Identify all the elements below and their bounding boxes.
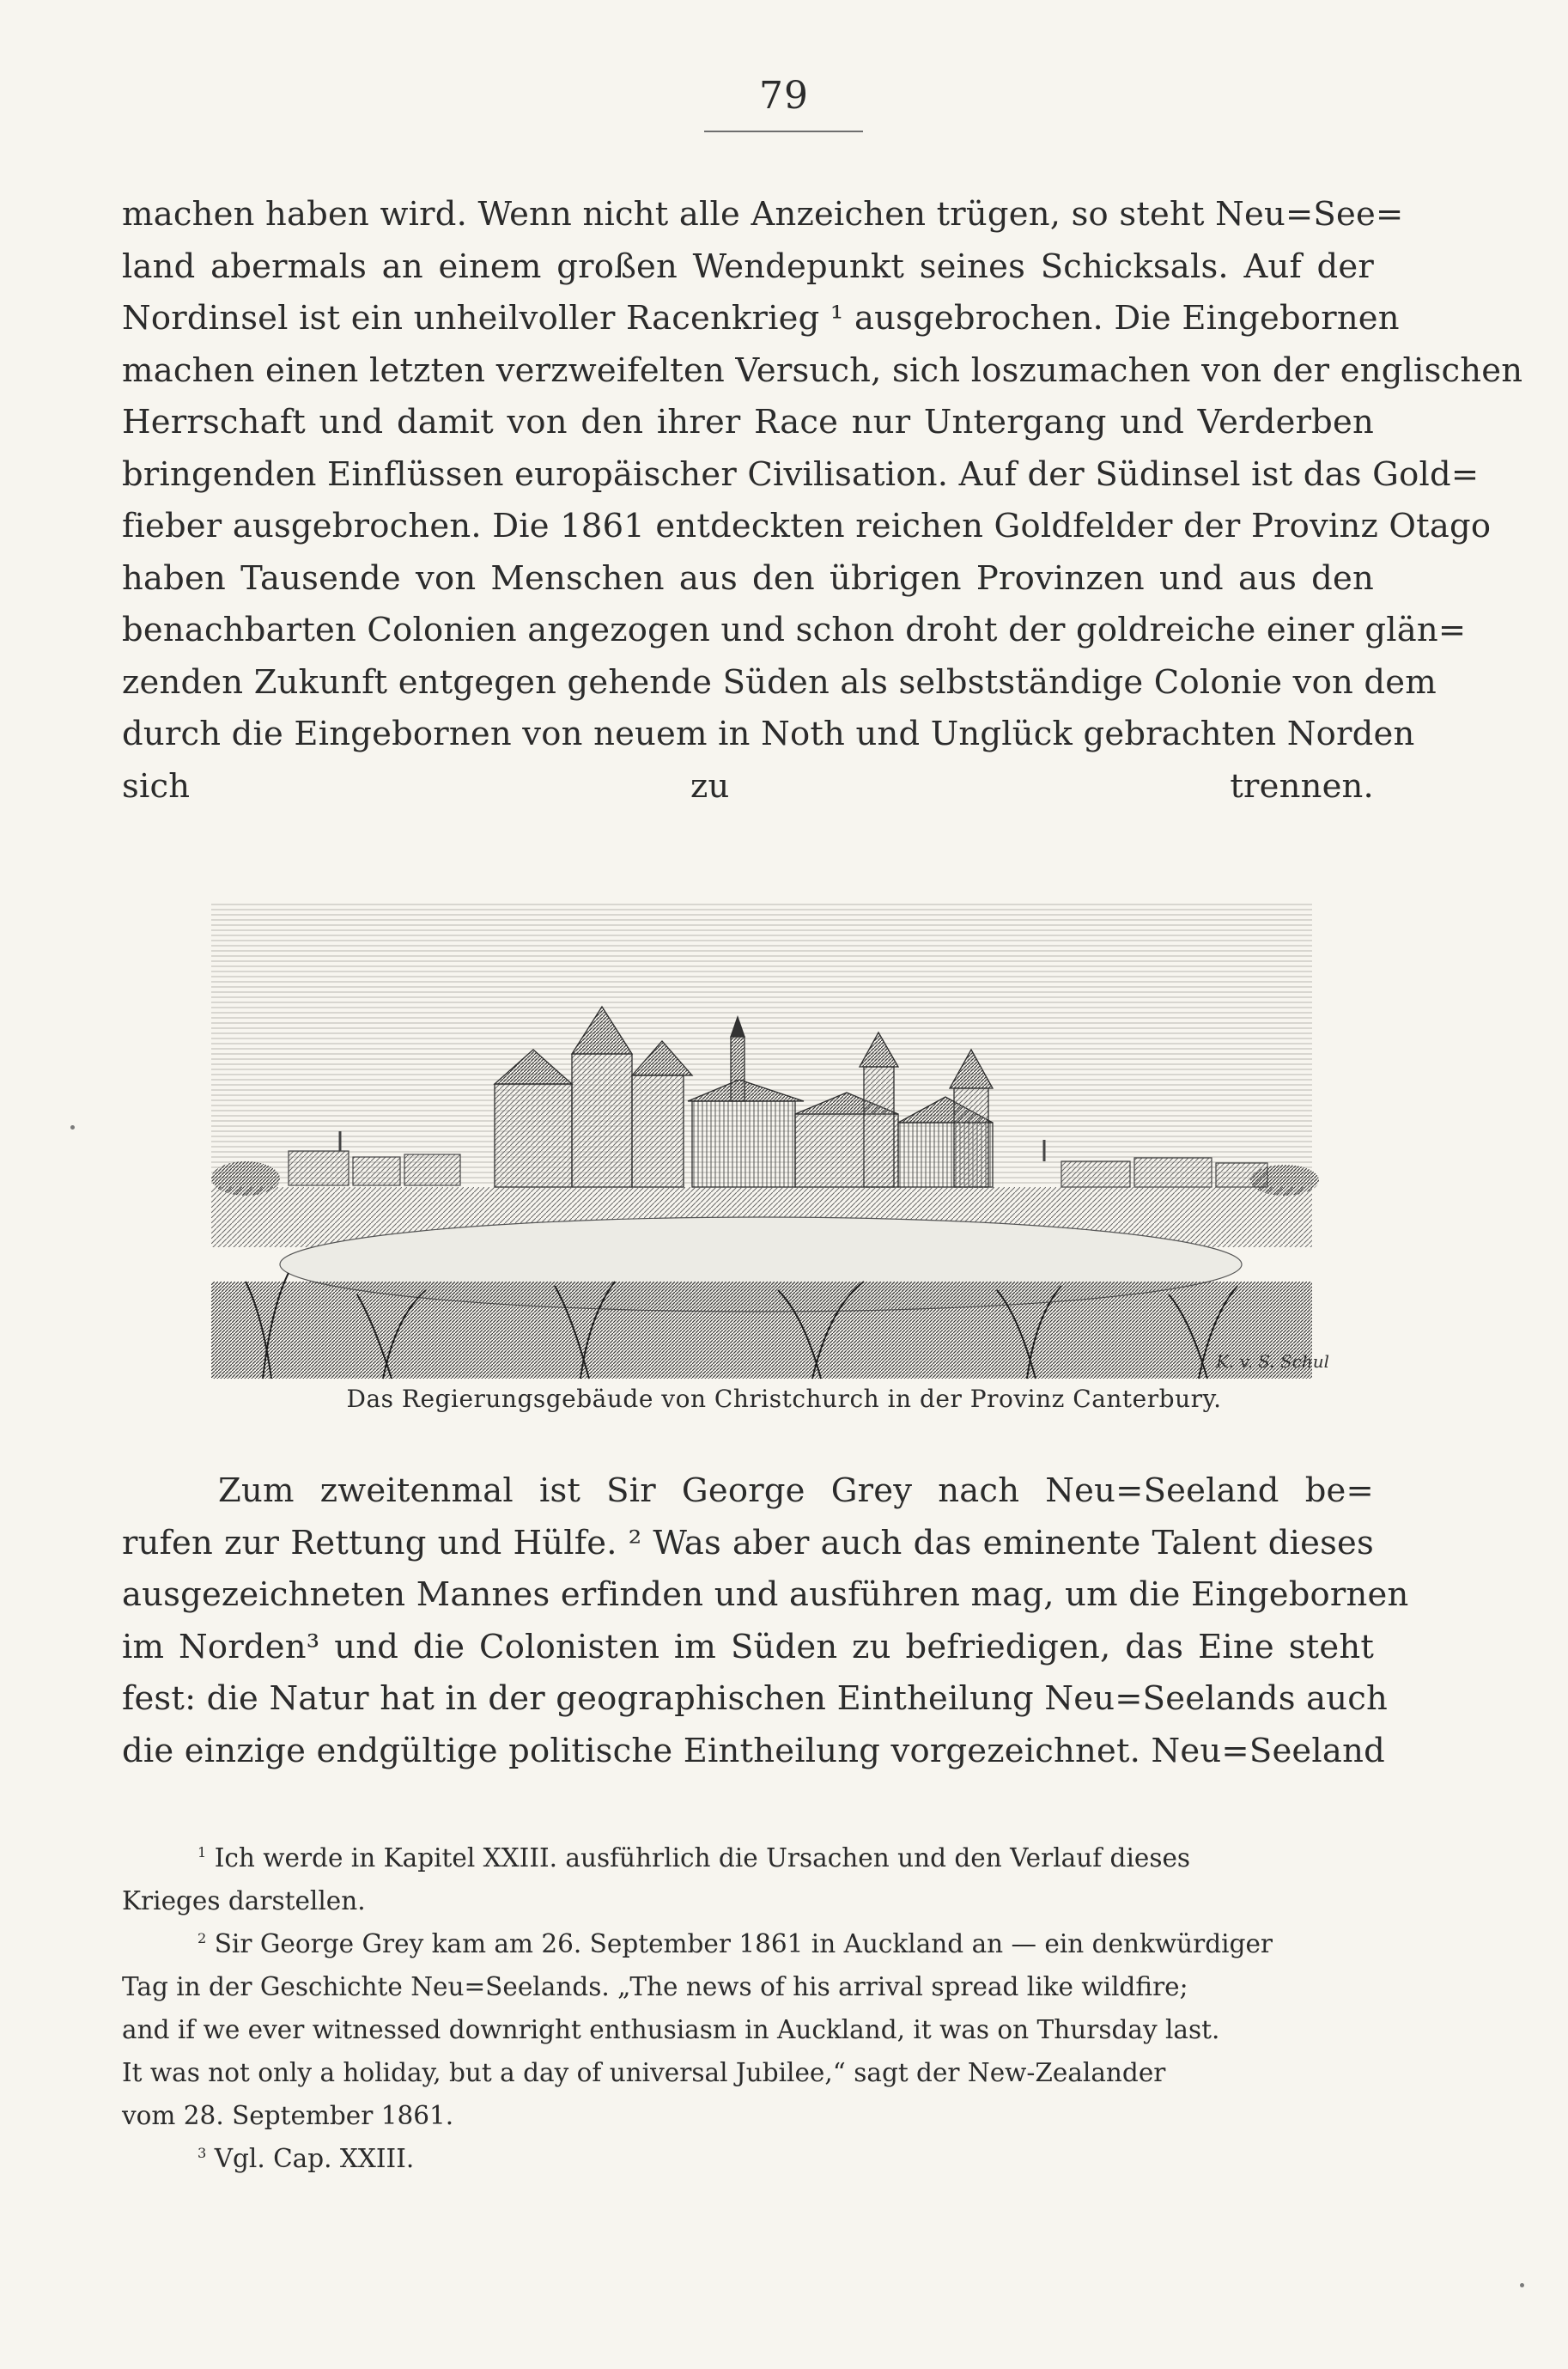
text-line: bringenden Einflüssen europäischer Civilisation. Auf der Südinsel ist das Gold= (122, 454, 1480, 494)
text-line: Nordinsel ist ein unheilvoller Racenkrieg ¹ ausgebrochen. Die Eingebornen (122, 299, 1400, 338)
footnote-marker: 3 (198, 2145, 207, 2162)
paragraph-1 (122, 189, 1523, 813)
page-number-rule (704, 131, 863, 132)
paper-speck (70, 1125, 75, 1130)
text-line: sich zu trennen. (122, 766, 1374, 806)
footnote-2-line: It was not only a holiday, but a day of universal Jubilee,“ sagt der New-Zealander (122, 2058, 1166, 2087)
paragraph-2 (122, 1465, 1409, 1777)
footnote-2-line: Tag in der Geschichte Neu=Seelands. „The news of his arrival spread like wildfire; (122, 1972, 1188, 2001)
text-line: Herrschaft und damit von den ihrer Race nur Untergang und Verderben (122, 403, 1374, 442)
text-line: die einzige endgültige politische Eintheilung vorgezeichnet. Neu=Seeland (122, 1731, 1385, 1770)
illustration-caption: Das Regierungsgebäude von Christchurch in der Provinz Canterbury. (346, 1385, 1222, 1413)
page-number: 79 (759, 74, 809, 118)
text-line: rufen zur Rettung und Hülfe. ² Was aber auch das eminente Talent dieses (122, 1523, 1374, 1562)
paper-speck (1520, 2283, 1524, 2287)
footnote-text: Vgl. Cap. XXIII. (214, 2144, 415, 2173)
footnote-2-line: and if we ever witnessed downright enthusiasm in Auckland, it was on Thursday last. (122, 2015, 1220, 2044)
text-line: benachbarten Colonien angezogen und schon droht der goldreiche einer glän= (122, 611, 1467, 649)
footnote-2-line (122, 1922, 1374, 1965)
text-line: fieber ausgebrochen. Die 1861 entdeckten reichen Goldfelder der Provinz Otago (122, 507, 1492, 545)
footnote-2-line: vom 28. September 1861. (122, 2101, 454, 2130)
footnote-1-line (122, 1836, 1374, 1879)
footnotes (122, 1836, 1374, 2180)
text-line: ausgezeichneten Mannes erfinden und ausführen mag, um die Eingebornen (122, 1575, 1409, 1614)
text-line: zenden Zukunft entgegen gehende Süden als selbstständige Colonie von dem (122, 662, 1437, 702)
text-line: haben Tausende von Menschen aus den übrigen Provinzen und aus den (122, 558, 1374, 598)
text-line: Zum zweitenmal ist Sir George Grey nach Neu=Seeland be= (218, 1471, 1374, 1510)
footnote-3-line (122, 2137, 1374, 2180)
footnote-text: Sir George Grey kam am 26. September 1861 in Auckland an — ein denkwürdiger (214, 1929, 1273, 1958)
footnote-marker: 2 (198, 1930, 207, 1947)
text-line: im Norden³ und die Colonisten im Süden zu befriedigen, das Eine steht (122, 1627, 1374, 1666)
engraver-signature: K. v. S. Schul (1216, 1351, 1330, 1372)
footnote-1-line: Krieges darstellen. (122, 1886, 366, 1915)
engraving-christchurch-government-buildings (211, 904, 1330, 1379)
text-line: land abermals an einem großen Wendepunkt seines Schicksals. Auf der (122, 247, 1374, 286)
footnote-marker: 1 (198, 1844, 207, 1861)
text-line: durch die Eingebornen von neuem in Noth und Unglück gebrachten Norden (122, 715, 1415, 753)
text-line: machen haben wird. Wenn nicht alle Anzeichen trügen, so steht Neu=See= (122, 195, 1404, 234)
text-line: fest: die Natur hat in der geographischen Eintheilung Neu=Seelands auch (122, 1679, 1389, 1718)
text-line: machen einen letzten verzweifelten Versuch, sich loszumachen von der englischen (122, 350, 1523, 390)
footnote-text: Ich werde in Kapitel XXIII. ausführlich die Ursachen und den Verlauf dieses (214, 1843, 1191, 1873)
